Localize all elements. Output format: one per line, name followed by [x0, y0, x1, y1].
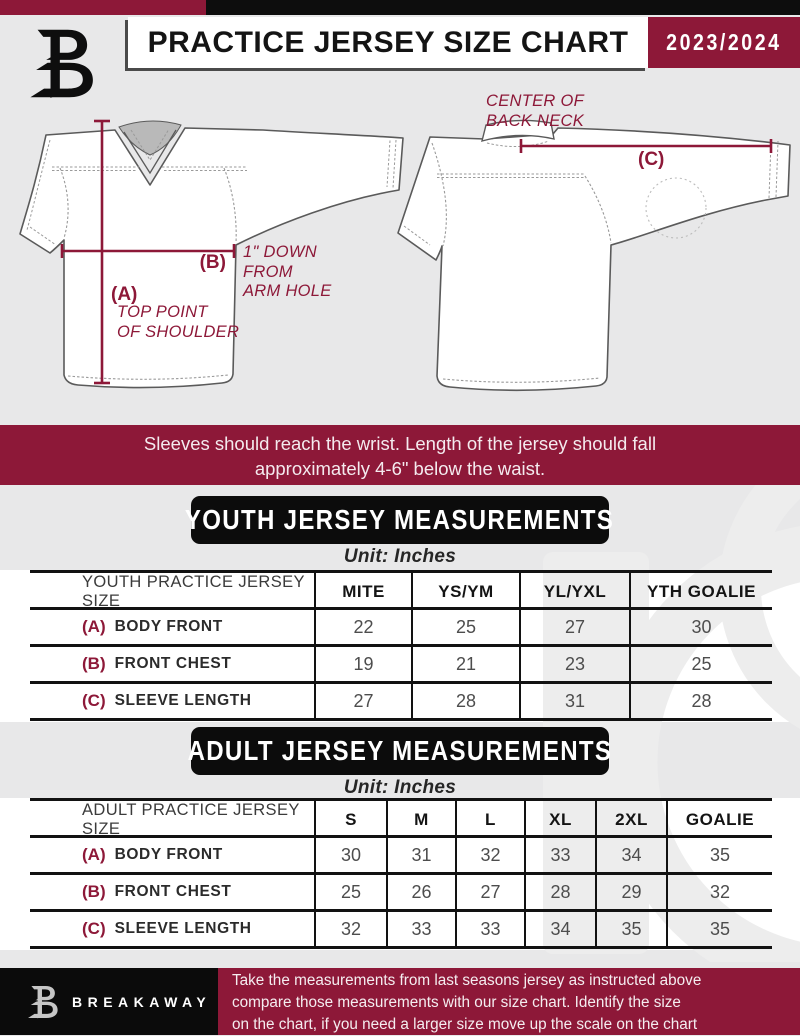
value-cell: 19	[316, 647, 413, 681]
value-cell: 28	[413, 684, 521, 718]
adult-unit-label: Unit: Inches	[343, 777, 457, 798]
value-cell: 31	[388, 838, 457, 872]
col-header-mite: MITE	[316, 573, 413, 611]
top-point-caption: TOP POINT OF SHOULDER	[117, 303, 240, 341]
youth-section-title: YOUTH JERSEY MEASUREMENTS	[185, 504, 615, 535]
row-label: FRONT CHEST	[114, 655, 232, 672]
fit-notice-banner	[0, 425, 800, 485]
footer-line-2: compare those measurements with our size chart. Identify the size	[232, 994, 681, 1011]
table-row-body-front	[30, 838, 772, 875]
col-header-s: S	[316, 801, 388, 839]
value-cell: 35	[709, 844, 731, 865]
value-cell: 35	[709, 918, 731, 939]
row-key: (B)	[82, 882, 106, 901]
table-row-sleeve-length	[30, 912, 772, 949]
value-cell: 34	[526, 912, 597, 946]
row-label: FRONT CHEST	[114, 883, 232, 900]
value-cell: 25	[691, 653, 712, 674]
season-badge	[648, 17, 800, 68]
label-c: (C)	[638, 149, 665, 170]
value-cell: 33	[526, 838, 597, 872]
youth-table-header-row	[30, 573, 772, 610]
label-b: (B)	[199, 252, 226, 273]
value-cell: 31	[521, 684, 631, 718]
youth-size-table	[30, 570, 772, 721]
breakaway-b-logo-footer	[26, 983, 60, 1021]
col-header-goalie: GOALIE	[685, 810, 755, 829]
youth-unit-label: Unit: Inches	[343, 546, 457, 567]
row-label: BODY FRONT	[114, 846, 223, 863]
value-cell: 32	[457, 838, 526, 872]
table-row-body-front	[30, 610, 772, 647]
value-cell: 32	[709, 881, 731, 902]
page-title-box	[128, 17, 648, 68]
jersey-diagrams	[0, 88, 800, 425]
value-cell: 30	[316, 838, 388, 872]
value-cell: 25	[316, 875, 388, 909]
value-cell: 26	[388, 875, 457, 909]
page-title: PRACTICE JERSEY SIZE CHART	[147, 25, 629, 59]
value-cell: 29	[597, 875, 668, 909]
col-header-l: L	[457, 801, 526, 839]
notice-line-2: approximately 4-6" below the waist.	[254, 458, 546, 479]
row-label: SLEEVE LENGTH	[114, 692, 252, 709]
youth-table-header: YOUTH PRACTICE JERSEY SIZE	[30, 573, 316, 611]
value-cell: 22	[316, 610, 413, 644]
center-back-neck-caption: CENTER OF BACK NECK	[486, 92, 585, 130]
value-cell: 28	[691, 690, 712, 711]
row-key: (C)	[82, 691, 106, 710]
footer-line-3: on the chart, if you need a larger size move up the scale on the chart	[232, 1016, 698, 1033]
footer-line-1: Take the measurements from last seasons jersey as instructed above	[232, 972, 702, 989]
adult-table-header: ADULT PRACTICE JERSEY SIZE	[30, 801, 316, 839]
footer-brand-name: BREAKAWAY	[72, 993, 212, 1010]
row-key: (B)	[82, 654, 106, 673]
value-cell: 34	[597, 838, 668, 872]
value-cell: 35	[597, 912, 668, 946]
season-label: 2023/2024	[666, 29, 782, 55]
value-cell: 27	[521, 610, 631, 644]
value-cell: 25	[413, 610, 521, 644]
col-header-2xl: 2XL	[597, 801, 668, 839]
value-cell: 32	[316, 912, 388, 946]
row-key: (C)	[82, 919, 106, 938]
value-cell: 21	[413, 647, 521, 681]
footer-brand-block	[0, 968, 218, 1035]
value-cell: 30	[691, 616, 712, 637]
value-cell: 33	[388, 912, 457, 946]
table-row-front-chest	[30, 647, 772, 684]
col-header-yth-goalie: YTH GOALIE	[647, 582, 756, 601]
footer-instructions	[218, 968, 800, 1035]
top-strip-maroon	[0, 0, 206, 15]
adult-size-table	[30, 798, 772, 949]
row-key: (A)	[82, 617, 106, 636]
col-header-ysym: YS/YM	[413, 573, 521, 611]
value-cell: 27	[457, 875, 526, 909]
label-a: (A)	[111, 284, 138, 305]
col-header-ylyxl: YL/YXL	[521, 573, 631, 611]
col-header-xl: XL	[526, 801, 597, 839]
adult-section-title: ADULT JERSEY MEASUREMENTS	[187, 735, 613, 766]
value-cell: 28	[526, 875, 597, 909]
back-jersey-diagram	[398, 120, 790, 390]
row-label: SLEEVE LENGTH	[114, 920, 252, 937]
notice-line-1: Sleeves should reach the wrist. Length of the jersey should fall	[143, 433, 657, 454]
youth-section-banner	[185, 496, 615, 544]
col-header-m: M	[388, 801, 457, 839]
row-label: BODY FRONT	[114, 618, 223, 635]
row-key: (A)	[82, 845, 106, 864]
value-cell: 27	[316, 684, 413, 718]
table-row-front-chest	[30, 875, 772, 912]
top-strip-black	[206, 0, 800, 15]
adult-section-banner	[187, 727, 613, 775]
arm-hole-caption: 1" DOWN FROM ARM HOLE	[243, 243, 332, 300]
table-row-sleeve-length	[30, 684, 772, 721]
adult-table-header-row	[30, 801, 772, 838]
value-cell: 33	[457, 912, 526, 946]
value-cell: 23	[521, 647, 631, 681]
